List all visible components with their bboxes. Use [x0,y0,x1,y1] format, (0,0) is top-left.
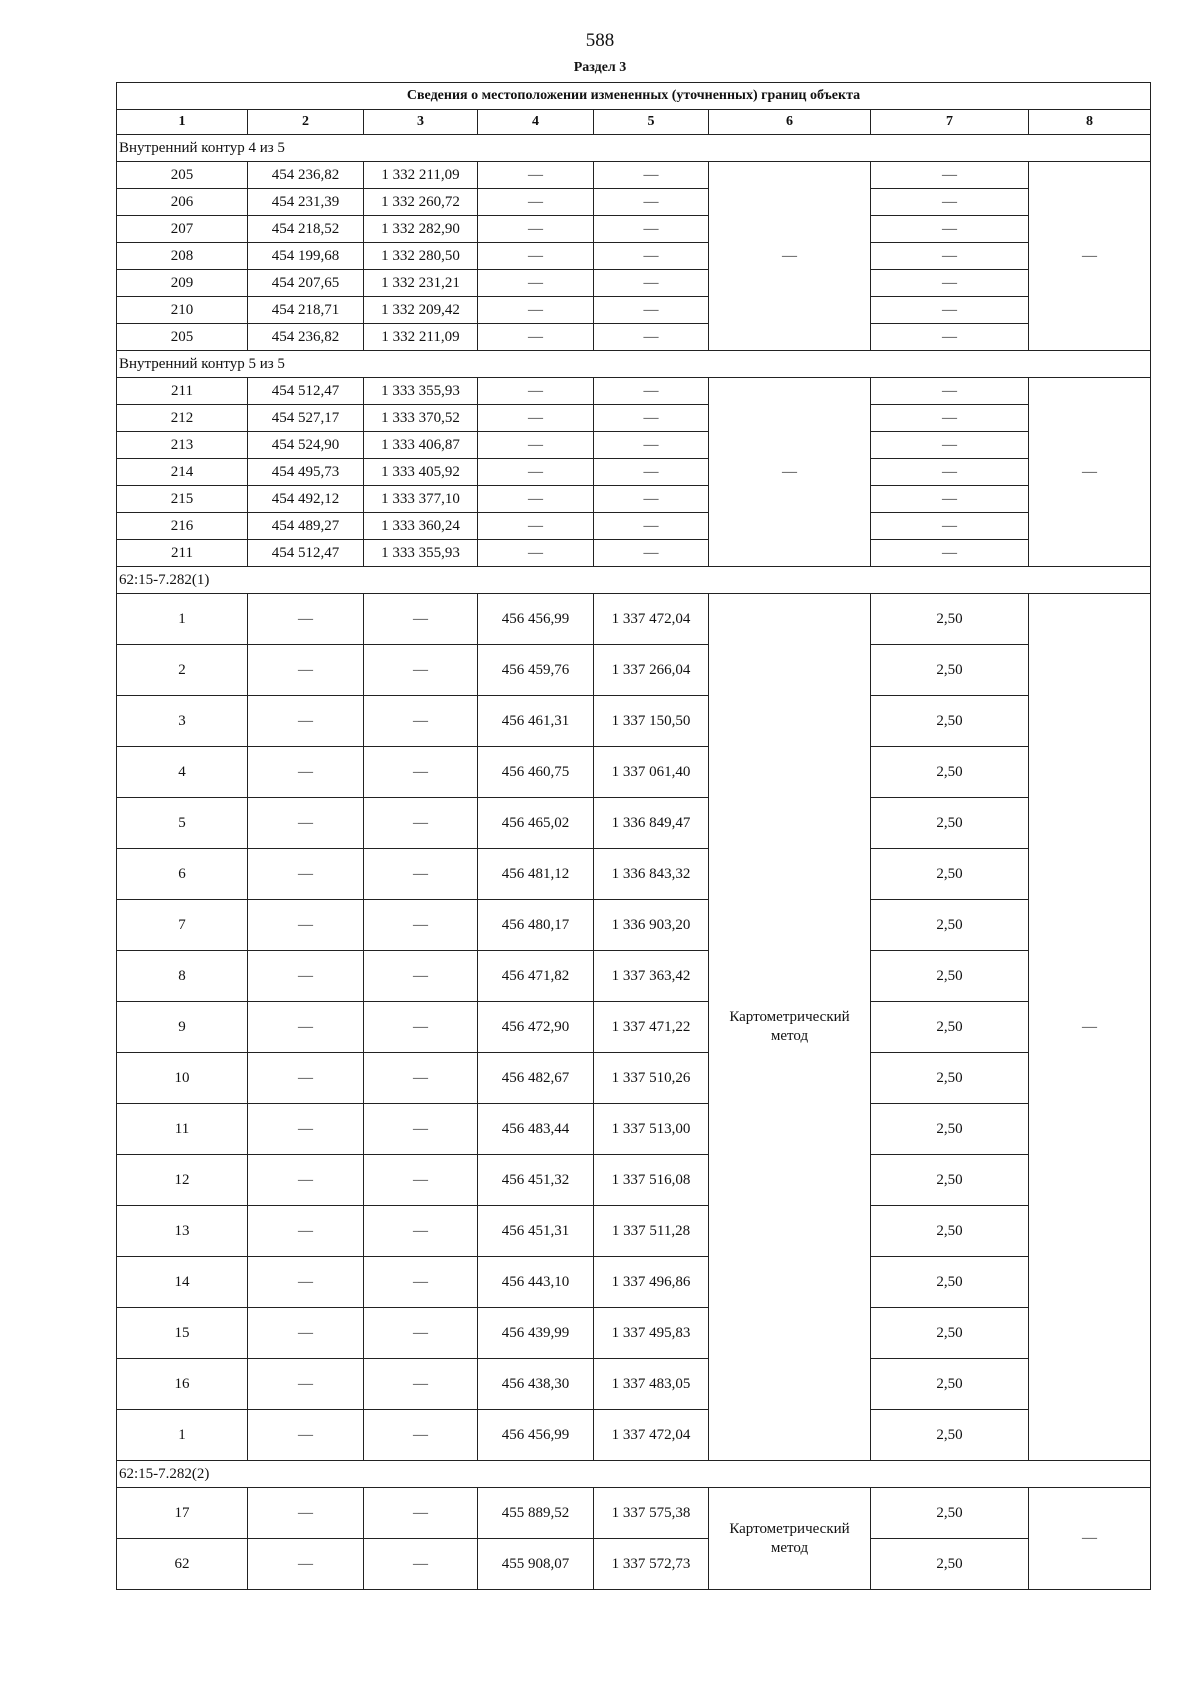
coord-y-existing: — [364,951,478,1002]
coord-y-new: 1 337 061,40 [594,747,709,798]
coord-x-existing: 454 236,82 [248,162,364,189]
coord-x-new: 456 459,76 [478,645,594,696]
coord-x-existing: — [248,696,364,747]
coord-y-existing: 1 332 260,72 [364,189,478,216]
point-number: 8 [117,951,248,1002]
coord-x-existing: — [248,1257,364,1308]
table-row [117,459,1151,486]
coord-y-existing: 1 332 231,21 [364,270,478,297]
coord-y-new: — [594,486,709,513]
coord-y-new: — [594,216,709,243]
description-cell: — [1029,594,1151,1461]
method-cell: Картометрический метод [709,594,871,1461]
coord-x-new: — [478,189,594,216]
coord-x-new: — [478,270,594,297]
table-caption: Сведения о местоположении измененных (уточненных) границ объекта [117,83,1151,110]
coord-y-existing: — [364,900,478,951]
coord-y-existing: — [364,1410,478,1461]
table-row [117,486,1151,513]
coord-y-existing: 1 333 405,92 [364,459,478,486]
coord-x-existing: — [248,1410,364,1461]
coord-y-new: — [594,270,709,297]
coord-y-new: 1 337 483,05 [594,1359,709,1410]
accuracy-cell: 2,50 [871,849,1029,900]
column-number: 1 [117,110,248,135]
coord-x-new: — [478,513,594,540]
section-title: Раздел 3 [573,60,627,75]
coord-x-new: 456 439,99 [478,1308,594,1359]
description-cell: — [1029,378,1151,567]
coord-x-new: 456 451,32 [478,1155,594,1206]
accuracy-cell: 2,50 [871,696,1029,747]
contour-label: 62:15-7.282(1) [117,567,1151,594]
table-row [117,951,1151,1002]
accuracy-cell: 2,50 [871,1410,1029,1461]
coord-x-new: 456 483,44 [478,1104,594,1155]
coord-y-new: — [594,405,709,432]
point-number: 213 [117,432,248,459]
coord-x-new: 456 456,99 [478,594,594,645]
coord-x-new: — [478,216,594,243]
coord-x-existing: 454 495,73 [248,459,364,486]
accuracy-cell: — [871,486,1029,513]
contour-group-header [117,567,1151,594]
point-number: 13 [117,1206,248,1257]
coord-y-existing: — [364,1206,478,1257]
coord-x-new: 456 460,75 [478,747,594,798]
coord-x-new: — [478,297,594,324]
coord-x-existing: — [248,1053,364,1104]
column-number: 8 [1029,110,1151,135]
coord-x-existing: — [248,1104,364,1155]
coord-y-existing: — [364,849,478,900]
table-row [117,1488,1151,1539]
point-number: 17 [117,1488,248,1539]
table-row [117,1155,1151,1206]
accuracy-cell: 2,50 [871,951,1029,1002]
coord-y-existing: 1 332 209,42 [364,297,478,324]
coord-y-new: 1 337 495,83 [594,1308,709,1359]
point-number: 216 [117,513,248,540]
accuracy-cell: — [871,324,1029,351]
accuracy-cell: — [871,432,1029,459]
accuracy-cell: — [871,540,1029,567]
coord-x-new: — [478,162,594,189]
accuracy-cell: — [871,162,1029,189]
point-number: 16 [117,1359,248,1410]
coord-x-new: 456 456,99 [478,1410,594,1461]
page-number: 588 [585,30,615,51]
description-cell: — [1029,1488,1151,1590]
coord-y-existing: 1 333 355,93 [364,540,478,567]
contour-group-header [117,1461,1151,1488]
coord-x-existing: 454 489,27 [248,513,364,540]
point-number: 205 [117,324,248,351]
coord-y-new: 1 337 150,50 [594,696,709,747]
table-row [117,1104,1151,1155]
coord-y-new: 1 336 849,47 [594,798,709,849]
accuracy-cell: 2,50 [871,1104,1029,1155]
coord-x-new: — [478,486,594,513]
column-number: 5 [594,110,709,135]
coord-y-existing: 1 333 377,10 [364,486,478,513]
coord-x-new: — [478,459,594,486]
coord-x-existing: — [248,1539,364,1590]
contour-label: Внутренний контур 4 из 5 [117,135,1151,162]
coord-x-new: — [478,243,594,270]
table-row [117,1308,1151,1359]
coord-y-new: — [594,459,709,486]
accuracy-cell: 2,50 [871,1308,1029,1359]
coord-x-existing: 454 492,12 [248,486,364,513]
coord-y-new: 1 337 572,73 [594,1539,709,1590]
coord-y-existing: 1 332 211,09 [364,324,478,351]
coord-y-existing: — [364,1155,478,1206]
coord-y-new: — [594,189,709,216]
column-number: 6 [709,110,871,135]
column-number: 2 [248,110,364,135]
point-number: 214 [117,459,248,486]
coord-y-new: 1 337 472,04 [594,1410,709,1461]
point-number: 212 [117,405,248,432]
coord-y-existing: — [364,1359,478,1410]
accuracy-cell: — [871,297,1029,324]
coord-y-new: — [594,540,709,567]
coord-x-existing: — [248,1488,364,1539]
coord-y-existing: 1 333 370,52 [364,405,478,432]
coord-y-existing: — [364,1257,478,1308]
coord-x-new: 456 480,17 [478,900,594,951]
coord-y-new: — [594,162,709,189]
coord-y-new: 1 337 511,28 [594,1206,709,1257]
coord-y-existing: 1 333 360,24 [364,513,478,540]
accuracy-cell: 2,50 [871,1539,1029,1590]
coord-x-new: 456 461,31 [478,696,594,747]
column-number: 3 [364,110,478,135]
coord-y-new: — [594,324,709,351]
table-row [117,432,1151,459]
coord-x-existing: — [248,1002,364,1053]
coord-y-existing: 1 332 211,09 [364,162,478,189]
coord-y-new: — [594,243,709,270]
coord-y-new: 1 336 903,20 [594,900,709,951]
table-row [117,900,1151,951]
coord-y-new: 1 337 575,38 [594,1488,709,1539]
boundary-table [116,82,1151,1590]
point-number: 14 [117,1257,248,1308]
coord-y-new: — [594,432,709,459]
coord-y-existing: — [364,747,478,798]
coord-x-existing: — [248,798,364,849]
coord-x-new: — [478,540,594,567]
coord-x-existing: 454 207,65 [248,270,364,297]
point-number: 5 [117,798,248,849]
contour-label: Внутренний контур 5 из 5 [117,351,1151,378]
table-row [117,297,1151,324]
column-number: 7 [871,110,1029,135]
accuracy-cell: 2,50 [871,1053,1029,1104]
coord-y-existing: — [364,1488,478,1539]
table-row [117,1539,1151,1590]
point-number: 209 [117,270,248,297]
coord-y-existing: — [364,1539,478,1590]
coord-y-existing: — [364,1308,478,1359]
point-number: 12 [117,1155,248,1206]
coord-y-new: 1 337 472,04 [594,594,709,645]
table-row [117,1359,1151,1410]
table-row [117,405,1151,432]
coord-x-new: — [478,324,594,351]
accuracy-cell: 2,50 [871,1257,1029,1308]
table-row [117,849,1151,900]
coord-y-new: 1 337 363,42 [594,951,709,1002]
point-number: 1 [117,594,248,645]
coord-y-new: — [594,378,709,405]
coord-y-existing: — [364,1002,478,1053]
table-row [117,1053,1151,1104]
coord-x-existing: 454 218,71 [248,297,364,324]
coord-y-existing: 1 332 282,90 [364,216,478,243]
contour-group-header [117,351,1151,378]
accuracy-cell: 2,50 [871,747,1029,798]
coord-x-new: 455 908,07 [478,1539,594,1590]
accuracy-cell: — [871,405,1029,432]
coord-y-new: — [594,297,709,324]
accuracy-cell: — [871,216,1029,243]
coord-x-existing: 454 218,52 [248,216,364,243]
method-cell: — [709,378,871,567]
coord-y-existing: 1 333 406,87 [364,432,478,459]
accuracy-cell: 2,50 [871,1359,1029,1410]
coord-y-new: — [594,513,709,540]
table-row [117,378,1151,405]
coord-x-existing: 454 524,90 [248,432,364,459]
table-row [117,216,1151,243]
coord-x-existing: 454 199,68 [248,243,364,270]
point-number: 11 [117,1104,248,1155]
accuracy-cell: — [871,513,1029,540]
point-number: 1 [117,1410,248,1461]
point-number: 211 [117,378,248,405]
coord-y-existing: — [364,798,478,849]
coord-y-new: 1 337 496,86 [594,1257,709,1308]
coord-x-existing: — [248,900,364,951]
point-number: 207 [117,216,248,243]
coord-x-new: 456 482,67 [478,1053,594,1104]
point-number: 206 [117,189,248,216]
point-number: 62 [117,1539,248,1590]
table-row [117,696,1151,747]
coord-x-existing: 454 236,82 [248,324,364,351]
coord-x-existing: 454 512,47 [248,378,364,405]
table-row [117,513,1151,540]
accuracy-cell: — [871,378,1029,405]
coord-x-existing: — [248,951,364,1002]
table-row [117,594,1151,645]
coord-x-new: — [478,432,594,459]
coord-y-new: 1 337 513,00 [594,1104,709,1155]
coord-y-existing: — [364,645,478,696]
contour-label: 62:15-7.282(2) [117,1461,1151,1488]
accuracy-cell: 2,50 [871,1155,1029,1206]
coord-x-existing: — [248,849,364,900]
table-row [117,189,1151,216]
accuracy-cell: 2,50 [871,798,1029,849]
coord-y-new: 1 337 516,08 [594,1155,709,1206]
coord-y-new: 1 336 843,32 [594,849,709,900]
accuracy-cell: — [871,189,1029,216]
coord-x-new: 455 889,52 [478,1488,594,1539]
coord-x-existing: — [248,594,364,645]
accuracy-cell: 2,50 [871,594,1029,645]
table-row [117,1002,1151,1053]
accuracy-cell: — [871,270,1029,297]
column-number: 4 [478,110,594,135]
coord-y-existing: — [364,1053,478,1104]
coord-y-existing: 1 332 280,50 [364,243,478,270]
coord-y-existing: 1 333 355,93 [364,378,478,405]
table-row [117,645,1151,696]
accuracy-cell: 2,50 [871,645,1029,696]
coord-y-new: 1 337 471,22 [594,1002,709,1053]
coord-x-existing: — [248,1359,364,1410]
coord-x-new: 456 438,30 [478,1359,594,1410]
coord-x-existing: 454 512,47 [248,540,364,567]
contour-group-header [117,135,1151,162]
accuracy-cell: — [871,243,1029,270]
method-cell: Картометрический метод [709,1488,871,1590]
coord-x-new: — [478,405,594,432]
table-row [117,798,1151,849]
accuracy-cell: 2,50 [871,1488,1029,1539]
accuracy-cell: 2,50 [871,900,1029,951]
coord-y-new: 1 337 510,26 [594,1053,709,1104]
table-row [117,747,1151,798]
coord-y-new: 1 337 266,04 [594,645,709,696]
description-cell: — [1029,162,1151,351]
coord-x-existing: — [248,1206,364,1257]
coord-x-new: 456 471,82 [478,951,594,1002]
coord-x-new: — [478,378,594,405]
coord-x-new: 456 472,90 [478,1002,594,1053]
point-number: 6 [117,849,248,900]
point-number: 15 [117,1308,248,1359]
method-cell: — [709,162,871,351]
accuracy-cell: 2,50 [871,1002,1029,1053]
point-number: 205 [117,162,248,189]
point-number: 208 [117,243,248,270]
table-row [117,324,1151,351]
table-row [117,1257,1151,1308]
column-number-row [117,110,1151,135]
coord-x-existing: — [248,1155,364,1206]
point-number: 3 [117,696,248,747]
table-body [117,83,1151,1590]
accuracy-cell: 2,50 [871,1206,1029,1257]
accuracy-cell: — [871,459,1029,486]
coord-x-new: 456 481,12 [478,849,594,900]
table-row [117,540,1151,567]
coord-x-new: 456 465,02 [478,798,594,849]
point-number: 215 [117,486,248,513]
table-row [117,1206,1151,1257]
coord-x-existing: 454 527,17 [248,405,364,432]
table-row [117,270,1151,297]
coord-x-new: 456 443,10 [478,1257,594,1308]
point-number: 10 [117,1053,248,1104]
point-number: 210 [117,297,248,324]
coord-y-existing: — [364,594,478,645]
point-number: 211 [117,540,248,567]
coord-x-existing: — [248,1308,364,1359]
point-number: 9 [117,1002,248,1053]
table-row [117,162,1151,189]
table-row [117,243,1151,270]
point-number: 4 [117,747,248,798]
coord-x-existing: 454 231,39 [248,189,364,216]
coord-x-new: 456 451,31 [478,1206,594,1257]
table-row [117,1410,1151,1461]
coord-x-existing: — [248,645,364,696]
point-number: 2 [117,645,248,696]
coord-x-existing: — [248,747,364,798]
coord-y-existing: — [364,1104,478,1155]
point-number: 7 [117,900,248,951]
coord-y-existing: — [364,696,478,747]
